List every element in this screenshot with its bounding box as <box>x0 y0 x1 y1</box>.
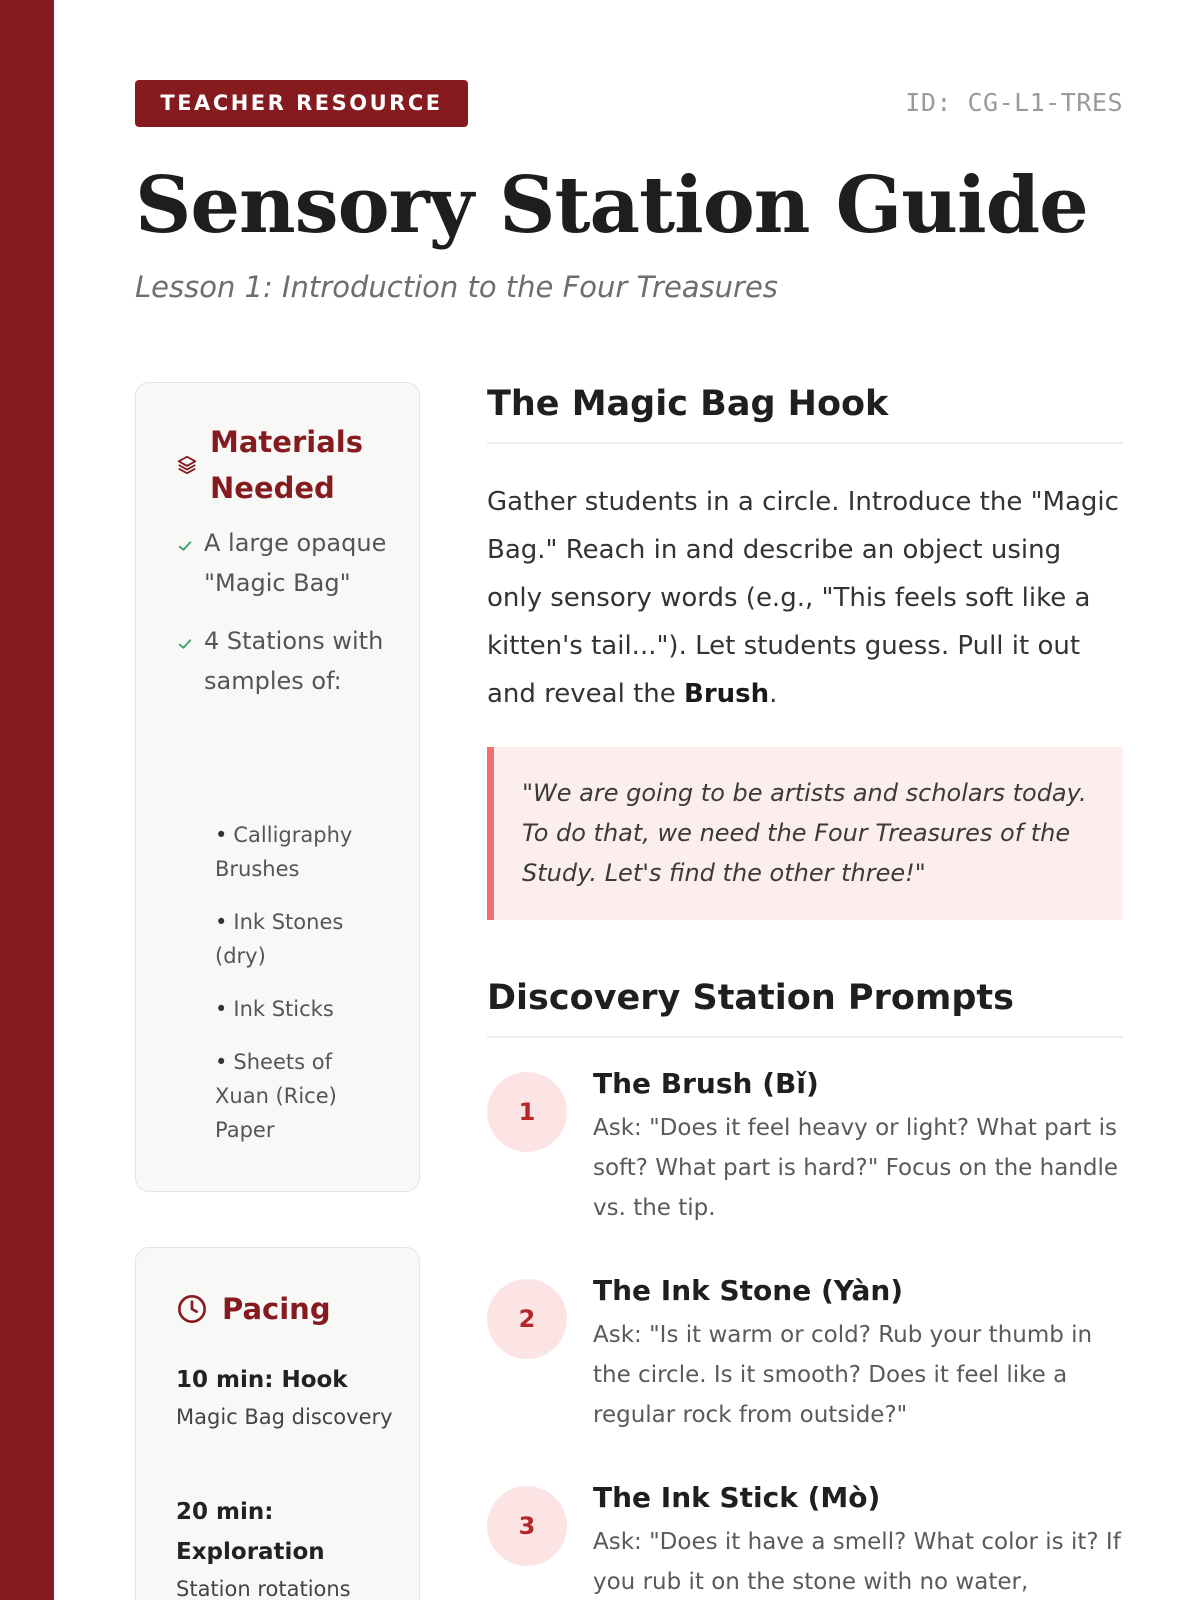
materials-title: Materials Needed <box>210 425 363 505</box>
pacing-label: 20 min: Exploration <box>176 1499 325 1565</box>
pacing-description: Magic Bag discovery <box>176 1405 393 1429</box>
list-item <box>215 992 385 1026</box>
prompt-text: Ask: "Is it warm or cold? Rub your thumb in the circle. Is it smooth? Does it feel like a regular rock from outside?" <box>593 1322 1093 1428</box>
check-icon <box>176 537 194 555</box>
prompt-title: The Ink Stone (Yàn) <box>593 1274 904 1307</box>
hook-text-end: . <box>769 679 778 709</box>
teacher-script-quote: "We are going to be artists and scholars today. To do that, we need the Four Treasures of the Study. Let's find the other three!" <box>487 747 1123 920</box>
prompt-title: The Ink Stick (Mò) <box>593 1481 881 1514</box>
resource-badge: TEACHER RESOURCE <box>135 80 468 127</box>
page-subtitle: Lesson 1: Introduction to the Four Treasures <box>135 270 778 304</box>
header-row <box>135 80 1123 128</box>
pacing-card <box>135 1247 420 1600</box>
list-item <box>176 621 401 701</box>
pacing-title: Pacing <box>222 1292 331 1326</box>
prompt-body <box>593 1274 1123 1435</box>
clock-icon <box>176 1293 208 1325</box>
bullet-icon: • <box>215 1050 228 1074</box>
pacing-header <box>176 1286 331 1332</box>
sample-item-text: Ink Stones (dry) <box>215 910 344 968</box>
discovery-section-title: Discovery Station Prompts <box>487 978 1123 1038</box>
step-number-badge: 2 <box>487 1279 567 1359</box>
pacing-block <box>176 1492 406 1600</box>
hook-emphasis: Brush <box>684 679 770 709</box>
prompt-body <box>593 1481 1123 1600</box>
materials-header <box>176 419 370 511</box>
material-item-text: 4 Stations with samples of: <box>204 627 384 695</box>
check-icon <box>176 635 194 653</box>
station-samples-list <box>215 818 385 1166</box>
prompt-text: Ask: "Does it have a smell? What color is it? If you rub it on the stone with no water, <box>593 1529 1121 1595</box>
hook-text: Gather students in a circle. Introduce the "Magic Bag." Reach in and describe an object using only sensory words (e.g., "This feels soft like a kitten's tail..."). Let students guess. Pull it out and reveal the <box>487 487 1119 709</box>
material-item-text: A large opaque "Magic Bag" <box>204 529 387 597</box>
sample-item-text: Calligraphy Brushes <box>215 823 353 881</box>
sample-item-text: Sheets of Xuan (Rice) Paper <box>215 1050 337 1142</box>
bullet-icon: • <box>215 823 228 847</box>
document-id: ID: CG-L1-TRES <box>905 88 1123 117</box>
list-item <box>176 523 401 603</box>
list-item <box>215 905 385 973</box>
page <box>135 0 1123 1600</box>
prompt-body <box>593 1067 1123 1228</box>
page-title: Sensory Station Guide <box>135 160 1088 251</box>
side-accent-stripe <box>0 0 54 1600</box>
pacing-label: 10 min: Hook <box>176 1367 348 1393</box>
step-number-badge: 1 <box>487 1072 567 1152</box>
sample-item-text: Ink Sticks <box>233 997 334 1021</box>
pacing-block <box>176 1360 406 1434</box>
step-number-badge: 3 <box>487 1486 567 1566</box>
prompt-text: Ask: "Does it feel heavy or light? What part is soft? What part is hard?" Focus on the handle vs. the tip. <box>593 1115 1119 1221</box>
hook-section-title: The Magic Bag Hook <box>487 384 1123 444</box>
list-item <box>215 1045 385 1147</box>
pacing-description: Station rotations <box>176 1577 351 1600</box>
materials-list <box>176 523 401 719</box>
layers-icon <box>176 454 198 476</box>
list-item <box>215 818 385 886</box>
prompt-title: The Brush (Bǐ) <box>593 1067 819 1100</box>
bullet-icon: • <box>215 997 228 1021</box>
hook-paragraph <box>487 478 1123 718</box>
bullet-icon: • <box>215 910 228 934</box>
